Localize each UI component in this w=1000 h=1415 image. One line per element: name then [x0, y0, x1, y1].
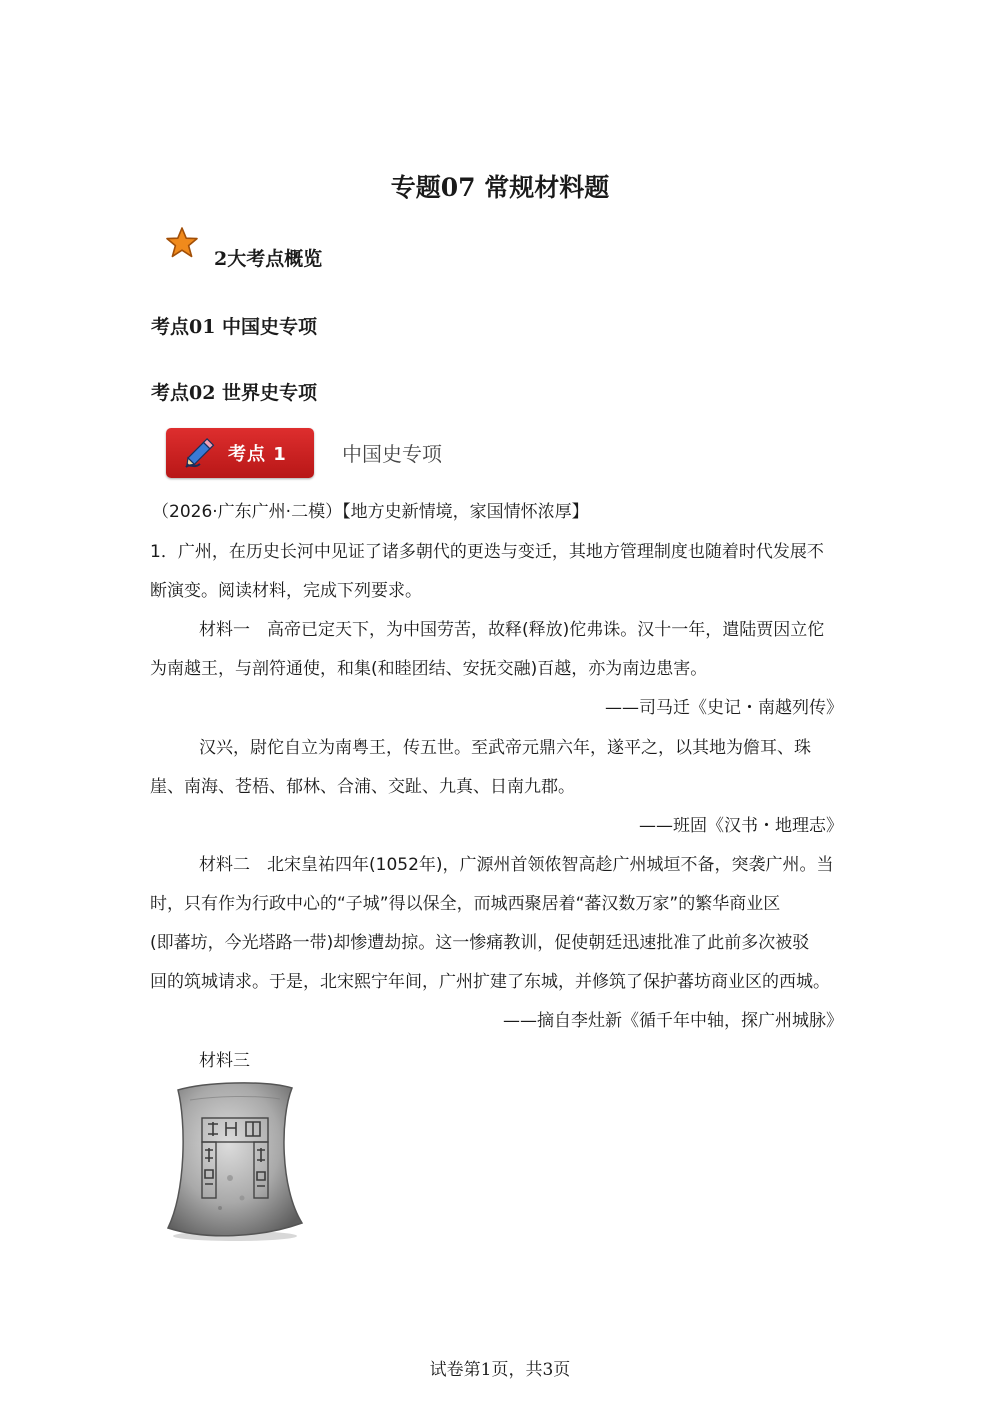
material-line: 时，只有作为行政中心的“子城”得以保全，而城西聚居着“蕃汉数万家”的繁华商业区 [150, 894, 781, 914]
question-source-tag: （2026·广东广州·二模）【地方史新情境，家国情怀浓厚】 [152, 502, 589, 522]
topic-item-1: 考点01 中国史专项 [151, 316, 318, 338]
material-line: 汉兴，尉佗自立为南粤王，传五世。至武帝元鼎六年，遂平之，以其地为儋耳、珠 [199, 738, 811, 758]
material-line: 崖、南海、苍梧、郁林、合浦、交趾、九真、日南九郡。 [150, 777, 575, 797]
material-line: 回的筑城请求。于是，北宋熙宁年间，广州扩建了东城，并修筑了保护蕃坊商业区的西城。 [150, 972, 830, 992]
topic-item-2: 考点02 世界史专项 [151, 382, 318, 404]
silver-ingot-image [160, 1078, 310, 1243]
material-line: 为南越王，与剖符通使，和集(和睦团结、安抚交融)百越，亦为南边患害。 [150, 659, 708, 679]
material-line: 材料一 高帝已定天下，为中国劳苦，故释(释放)佗弗诛。汉十一年，遣陆贾因立佗 [199, 620, 825, 640]
badge-label: 考点 1 [228, 444, 287, 465]
material-source: ——摘自李灶新《循千年中轴，探广州城脉》 [503, 1011, 843, 1031]
material-source: ——司马迁《史记・南越列传》 [605, 698, 843, 718]
section-badge [166, 428, 314, 478]
material-line: 材料二 北宋皇祐四年(1052年)，广源州首领侬智高趁广州城垣不备，突袭广州。当 [199, 855, 834, 875]
material-line: (即蕃坊，今光塔路一带)却惨遭劫掠。这一惨痛教训，促使朝廷迅速批准了此前多次被驳 [150, 933, 810, 953]
overview-heading: 2大考点概览 [214, 248, 323, 270]
page-title: 专题07 常规材料题 [390, 173, 610, 202]
question-stem-line: 1．广州，在历史长河中见证了诸多朝代的更迭与变迁，其地方管理制度也随着时代发展不 [150, 542, 824, 562]
badge-subtitle: 中国史专项 [342, 442, 442, 466]
page-footer: 试卷第1页，共3页 [429, 1360, 571, 1380]
question-stem-line: 断演变。阅读材料，完成下列要求。 [150, 581, 422, 601]
material-source: ——班固《汉书・地理志》 [639, 816, 843, 836]
material3-label: 材料三 [199, 1051, 250, 1071]
pencil-icon [180, 433, 220, 473]
star-icon [165, 226, 199, 260]
